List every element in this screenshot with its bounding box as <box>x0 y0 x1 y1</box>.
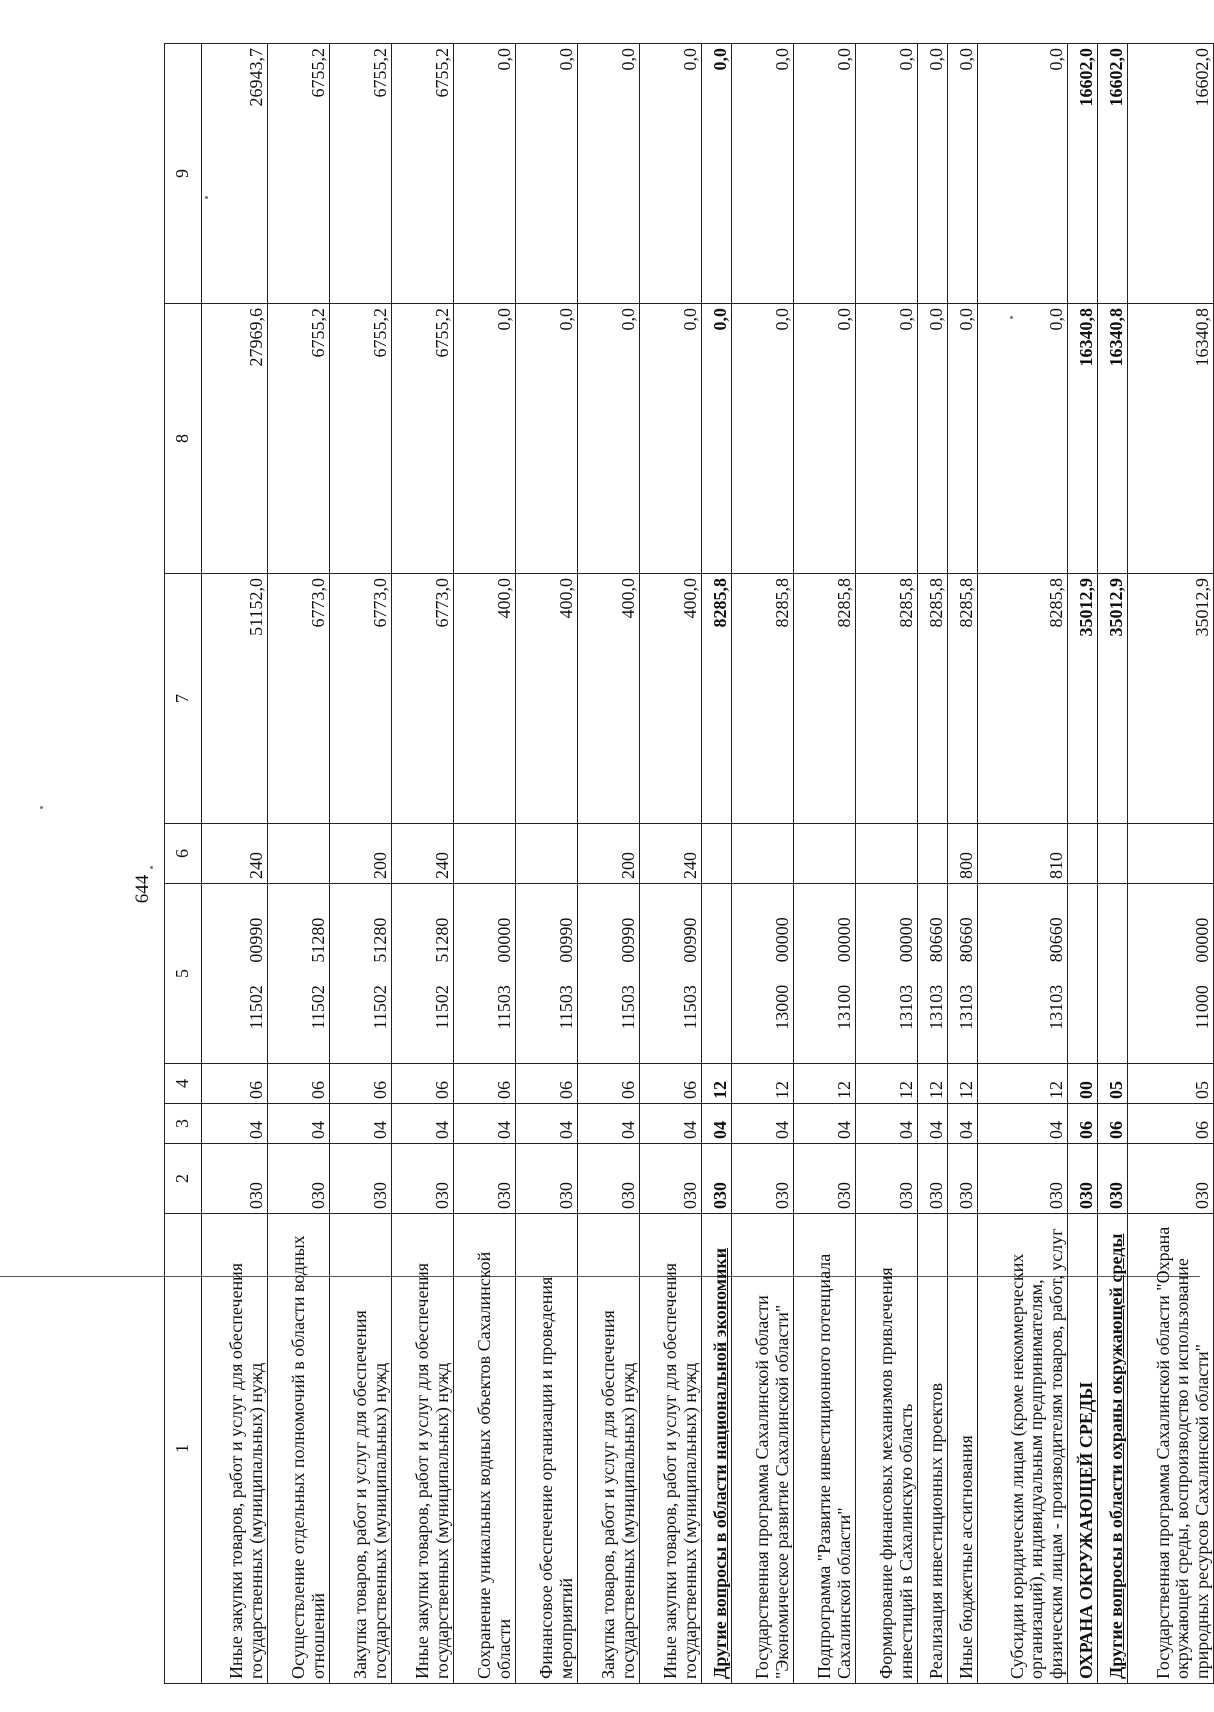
target-article-code <box>856 884 918 1064</box>
amount-year-2: 16340,8 <box>1068 304 1098 574</box>
amount-year-2: 0,0 <box>856 304 918 574</box>
amount-year-2: 0,0 <box>794 304 856 574</box>
amount-year-3: 6755,2 <box>330 44 392 304</box>
amount-year-3: 0,0 <box>454 44 516 304</box>
amount-year-3: 0,0 <box>702 44 732 304</box>
target-article-program: 11503 <box>555 985 576 1030</box>
amount-year-3: 6755,2 <box>268 44 330 304</box>
header-cell: 9 <box>165 44 202 304</box>
chapter-code: 030 <box>794 1144 856 1214</box>
amount-year-1: 6773,0 <box>268 574 330 824</box>
amount-year-2: 0,0 <box>640 304 702 574</box>
expense-type-code: 240 <box>202 824 268 884</box>
section-code: 04 <box>578 1104 640 1144</box>
row-description: Иные закупки товаров, работ и услуг для обеспечения государственных (муниципальных) нужд <box>202 1214 268 1684</box>
section-code: 04 <box>640 1104 702 1144</box>
target-article-direction: 51280 <box>369 917 390 963</box>
row-description: Государственная программа Сахалинской области "Охрана окружающей среды, воспроизводство и использование природных ресурсов Сахалинской области" <box>1128 1214 1214 1684</box>
table-row <box>978 44 1068 1684</box>
table-row <box>330 44 392 1684</box>
expense-type-code: 240 <box>640 824 702 884</box>
scan-speck <box>40 806 43 809</box>
target-article-program: 13103 <box>955 984 976 1030</box>
target-article-code <box>330 884 392 1064</box>
section-code: 04 <box>948 1104 978 1144</box>
target-article-code <box>732 884 794 1064</box>
chapter-code: 030 <box>978 1144 1068 1214</box>
rotated-page <box>128 44 1212 1684</box>
amount-year-1: 400,0 <box>454 574 516 824</box>
chapter-code: 030 <box>640 1144 702 1214</box>
table-row <box>392 44 454 1684</box>
chapter-code: 030 <box>202 1144 268 1214</box>
target-article-code <box>578 884 640 1064</box>
expense-type-code: 200 <box>578 824 640 884</box>
table-row <box>578 44 640 1684</box>
target-article-program: 13103 <box>925 984 946 1030</box>
expense-type-code: 200 <box>330 824 392 884</box>
amount-year-1: 8285,8 <box>794 574 856 824</box>
section-code: 04 <box>516 1104 578 1144</box>
target-article-program: 11503 <box>493 985 514 1030</box>
subsection-code: 06 <box>392 1064 454 1104</box>
table-row <box>702 44 732 1684</box>
amount-year-3: 0,0 <box>978 44 1068 304</box>
section-code: 04 <box>978 1104 1068 1144</box>
header-cell: 6 <box>165 824 202 884</box>
target-article-code <box>392 884 454 1064</box>
section-code: 04 <box>454 1104 516 1144</box>
target-article-code <box>918 884 948 1064</box>
table-row <box>1098 44 1128 1684</box>
amount-year-1: 8285,8 <box>918 574 948 824</box>
chapter-code: 030 <box>856 1144 918 1214</box>
chapter-code: 030 <box>918 1144 948 1214</box>
target-article-direction: 00000 <box>771 917 792 963</box>
expense-type-code <box>454 824 516 884</box>
amount-year-3: 0,0 <box>516 44 578 304</box>
section-code: 04 <box>268 1104 330 1144</box>
subsection-code: 06 <box>640 1064 702 1104</box>
chapter-code: 030 <box>268 1144 330 1214</box>
chapter-code: 030 <box>578 1144 640 1214</box>
expense-type-code <box>1128 824 1214 884</box>
target-article-program: 11502 <box>369 985 390 1030</box>
target-article-direction: 00990 <box>555 917 576 963</box>
subsection-code: 05 <box>1128 1064 1214 1104</box>
section-code: 06 <box>1128 1104 1214 1144</box>
table-body <box>202 44 1214 1684</box>
amount-year-2: 0,0 <box>732 304 794 574</box>
table-row <box>202 44 268 1684</box>
target-article-direction: 00990 <box>245 917 266 963</box>
target-article-direction: 00990 <box>679 917 700 963</box>
header-cell: 5 <box>165 884 202 1064</box>
row-description: Иные бюджетные ассигнования <box>948 1214 978 1684</box>
section-code: 04 <box>918 1104 948 1144</box>
row-description: Другие вопросы в области охраны окружающей среды <box>1098 1214 1128 1684</box>
table-row <box>640 44 702 1684</box>
header-cell: 1 <box>165 1214 202 1684</box>
expense-type-code <box>794 824 856 884</box>
subsection-code: 00 <box>1068 1064 1098 1104</box>
chapter-code: 030 <box>330 1144 392 1214</box>
amount-year-1: 8285,8 <box>978 574 1068 824</box>
row-description: Сохранение уникальных водных объектов Сахалинской области <box>454 1214 516 1684</box>
row-description: Субсидии юридическим лицам (кроме некоммерческих организаций), индивидуальным предпринимателям, физическим лицам - производителям товаров, работ, услуг <box>978 1214 1068 1684</box>
table-row <box>732 44 794 1684</box>
target-article-program: 11502 <box>307 985 328 1030</box>
amount-year-2: 0,0 <box>578 304 640 574</box>
section-code: 06 <box>1098 1104 1128 1144</box>
expense-type-code <box>516 824 578 884</box>
target-article-code <box>516 884 578 1064</box>
amount-year-3: 0,0 <box>918 44 948 304</box>
target-article-code <box>1068 884 1098 1064</box>
amount-year-3: 6755,2 <box>392 44 454 304</box>
chapter-code: 030 <box>702 1144 732 1214</box>
target-article-code <box>454 884 516 1064</box>
chapter-code: 030 <box>392 1144 454 1214</box>
subsection-code: 06 <box>268 1064 330 1104</box>
target-article-code <box>268 884 330 1064</box>
header-cell: 7 <box>165 574 202 824</box>
target-article-code <box>640 884 702 1064</box>
target-article-program: 11502 <box>431 985 452 1030</box>
target-article-code <box>978 884 1068 1064</box>
table-row <box>516 44 578 1684</box>
target-article-code <box>1098 884 1128 1064</box>
amount-year-1: 400,0 <box>578 574 640 824</box>
row-description: Подпрограмма "Развитие инвестиционного потенциала Сахалинской области" <box>794 1214 856 1684</box>
amount-year-1: 35012,9 <box>1128 574 1214 824</box>
target-article-direction: 00990 <box>617 917 638 963</box>
expense-type-code: 800 <box>948 824 978 884</box>
amount-year-2: 6755,2 <box>268 304 330 574</box>
table-row <box>454 44 516 1684</box>
amount-year-1: 400,0 <box>640 574 702 824</box>
amount-year-1: 400,0 <box>516 574 578 824</box>
chapter-code: 030 <box>1068 1144 1098 1214</box>
section-code: 04 <box>202 1104 268 1144</box>
expense-type-code <box>1098 824 1128 884</box>
expense-type-code: 810 <box>978 824 1068 884</box>
header-cell: 2 <box>165 1144 202 1214</box>
table-row <box>268 44 330 1684</box>
expense-type-code <box>1068 824 1098 884</box>
target-article-program: 13000 <box>771 984 792 1030</box>
budget-table <box>164 43 1214 1684</box>
chapter-code: 030 <box>948 1144 978 1214</box>
amount-year-3: 0,0 <box>640 44 702 304</box>
target-article-direction: 80660 <box>955 917 976 963</box>
row-description: Другие вопросы в области национальной экономики <box>702 1214 732 1684</box>
header-cell: 4 <box>165 1064 202 1104</box>
header-cell: 3 <box>165 1104 202 1144</box>
chapter-code: 030 <box>454 1144 516 1214</box>
subsection-code: 12 <box>918 1064 948 1104</box>
expense-type-code: 240 <box>392 824 454 884</box>
header-cell: 8 <box>165 304 202 574</box>
amount-year-2: 0,0 <box>702 304 732 574</box>
amount-year-1: 8285,8 <box>732 574 794 824</box>
table-row <box>948 44 978 1684</box>
row-description: Финансовое обеспечение организации и проведения мероприятий <box>516 1214 578 1684</box>
target-article-program: 11503 <box>679 985 700 1030</box>
section-code: 04 <box>856 1104 918 1144</box>
amount-year-1: 35012,9 <box>1098 574 1128 824</box>
amount-year-1: 51152,0 <box>202 574 268 824</box>
chapter-code: 030 <box>732 1144 794 1214</box>
table-row <box>856 44 918 1684</box>
amount-year-1: 35012,9 <box>1068 574 1098 824</box>
target-article-program: 13100 <box>833 984 854 1030</box>
subsection-code: 06 <box>516 1064 578 1104</box>
amount-year-3: 16602,0 <box>1068 44 1098 304</box>
subsection-code: 06 <box>454 1064 516 1104</box>
amount-year-2: 6755,2 <box>392 304 454 574</box>
amount-year-3: 0,0 <box>578 44 640 304</box>
subsection-code: 06 <box>330 1064 392 1104</box>
row-description: Осуществление отдельных полномочий в области водных отношений <box>268 1214 330 1684</box>
target-article-direction: 51280 <box>431 917 452 963</box>
section-code: 04 <box>330 1104 392 1144</box>
chapter-code: 030 <box>516 1144 578 1214</box>
subsection-code: 12 <box>978 1064 1068 1104</box>
row-description: Иные закупки товаров, работ и услуг для обеспечения государственных (муниципальных) нужд <box>392 1214 454 1684</box>
target-article-code <box>1128 884 1214 1064</box>
amount-year-3: 0,0 <box>948 44 978 304</box>
amount-year-1: 6773,0 <box>392 574 454 824</box>
amount-year-2: 0,0 <box>918 304 948 574</box>
amount-year-2: 6755,2 <box>330 304 392 574</box>
row-description: Формирование финансовых механизмов привлечения инвестиций в Сахалинскую область <box>856 1214 918 1684</box>
amount-year-3: 0,0 <box>732 44 794 304</box>
amount-year-1: 8285,8 <box>856 574 918 824</box>
target-article-code <box>794 884 856 1064</box>
subsection-code: 12 <box>702 1064 732 1104</box>
section-code: 06 <box>1068 1104 1098 1144</box>
header-row <box>165 44 202 1684</box>
subsection-code: 05 <box>1098 1064 1128 1104</box>
amount-year-1: 8285,8 <box>948 574 978 824</box>
expense-type-code <box>268 824 330 884</box>
subsection-code: 06 <box>578 1064 640 1104</box>
amount-year-2: 16340,8 <box>1128 304 1214 574</box>
table-row <box>1068 44 1098 1684</box>
table-row <box>1128 44 1214 1684</box>
amount-year-3: 16602,0 <box>1128 44 1214 304</box>
row-description: Реализация инвестиционных проектов <box>918 1214 948 1684</box>
table-row <box>918 44 948 1684</box>
amount-year-2: 16340,8 <box>1098 304 1128 574</box>
target-article-direction: 00000 <box>493 917 514 963</box>
expense-type-code <box>732 824 794 884</box>
target-article-code <box>948 884 978 1064</box>
target-article-program: 13103 <box>895 984 916 1030</box>
target-article-program: 11503 <box>617 985 638 1030</box>
row-description: ОХРАНА ОКРУЖАЮЩЕЙ СРЕДЫ <box>1068 1214 1098 1684</box>
target-article-program: 11502 <box>245 985 266 1030</box>
row-description: Иные закупки товаров, работ и услуг для обеспечения государственных (муниципальных) нужд <box>640 1214 702 1684</box>
table-row <box>794 44 856 1684</box>
subsection-code: 12 <box>948 1064 978 1104</box>
chapter-code: 030 <box>1098 1144 1128 1214</box>
page-number: 644 <box>132 874 153 904</box>
target-article-program: 13103 <box>1045 984 1066 1030</box>
target-article-program: 11000 <box>1191 985 1212 1030</box>
row-description: Закупка товаров, работ и услуг для обеспечения государственных (муниципальных) нужд <box>330 1214 392 1684</box>
amount-year-3: 16602,0 <box>1098 44 1128 304</box>
expense-type-code <box>856 824 918 884</box>
expense-type-code <box>918 824 948 884</box>
amount-year-2: 0,0 <box>948 304 978 574</box>
amount-year-2: 0,0 <box>978 304 1068 574</box>
subsection-code: 12 <box>794 1064 856 1104</box>
target-article-code <box>202 884 268 1064</box>
section-code: 04 <box>794 1104 856 1144</box>
target-article-direction: 00000 <box>833 917 854 963</box>
row-description: Закупка товаров, работ и услуг для обеспечения государственных (муниципальных) нужд <box>578 1214 640 1684</box>
target-article-direction: 00000 <box>895 917 916 963</box>
amount-year-2: 27969,6 <box>202 304 268 574</box>
subsection-code: 12 <box>732 1064 794 1104</box>
subsection-code: 12 <box>856 1064 918 1104</box>
section-code: 04 <box>732 1104 794 1144</box>
row-description: Государственная программа Сахалинской области "Экономическое развитие Сахалинской области" <box>732 1214 794 1684</box>
target-article-direction: 51280 <box>307 917 328 963</box>
amount-year-3: 0,0 <box>794 44 856 304</box>
amount-year-1: 8285,8 <box>702 574 732 824</box>
chapter-code: 030 <box>1128 1144 1214 1214</box>
expense-type-code <box>702 824 732 884</box>
amount-year-2: 0,0 <box>454 304 516 574</box>
target-article-direction: 80660 <box>925 917 946 963</box>
target-article-direction: 00000 <box>1191 917 1212 963</box>
amount-year-1: 6773,0 <box>330 574 392 824</box>
amount-year-2: 0,0 <box>516 304 578 574</box>
target-article-code <box>702 884 732 1064</box>
amount-year-3: 26943,7 <box>202 44 268 304</box>
section-code: 04 <box>392 1104 454 1144</box>
section-code: 04 <box>702 1104 732 1144</box>
target-article-direction: 80660 <box>1045 917 1066 963</box>
subsection-code: 06 <box>202 1064 268 1104</box>
amount-year-3: 0,0 <box>856 44 918 304</box>
